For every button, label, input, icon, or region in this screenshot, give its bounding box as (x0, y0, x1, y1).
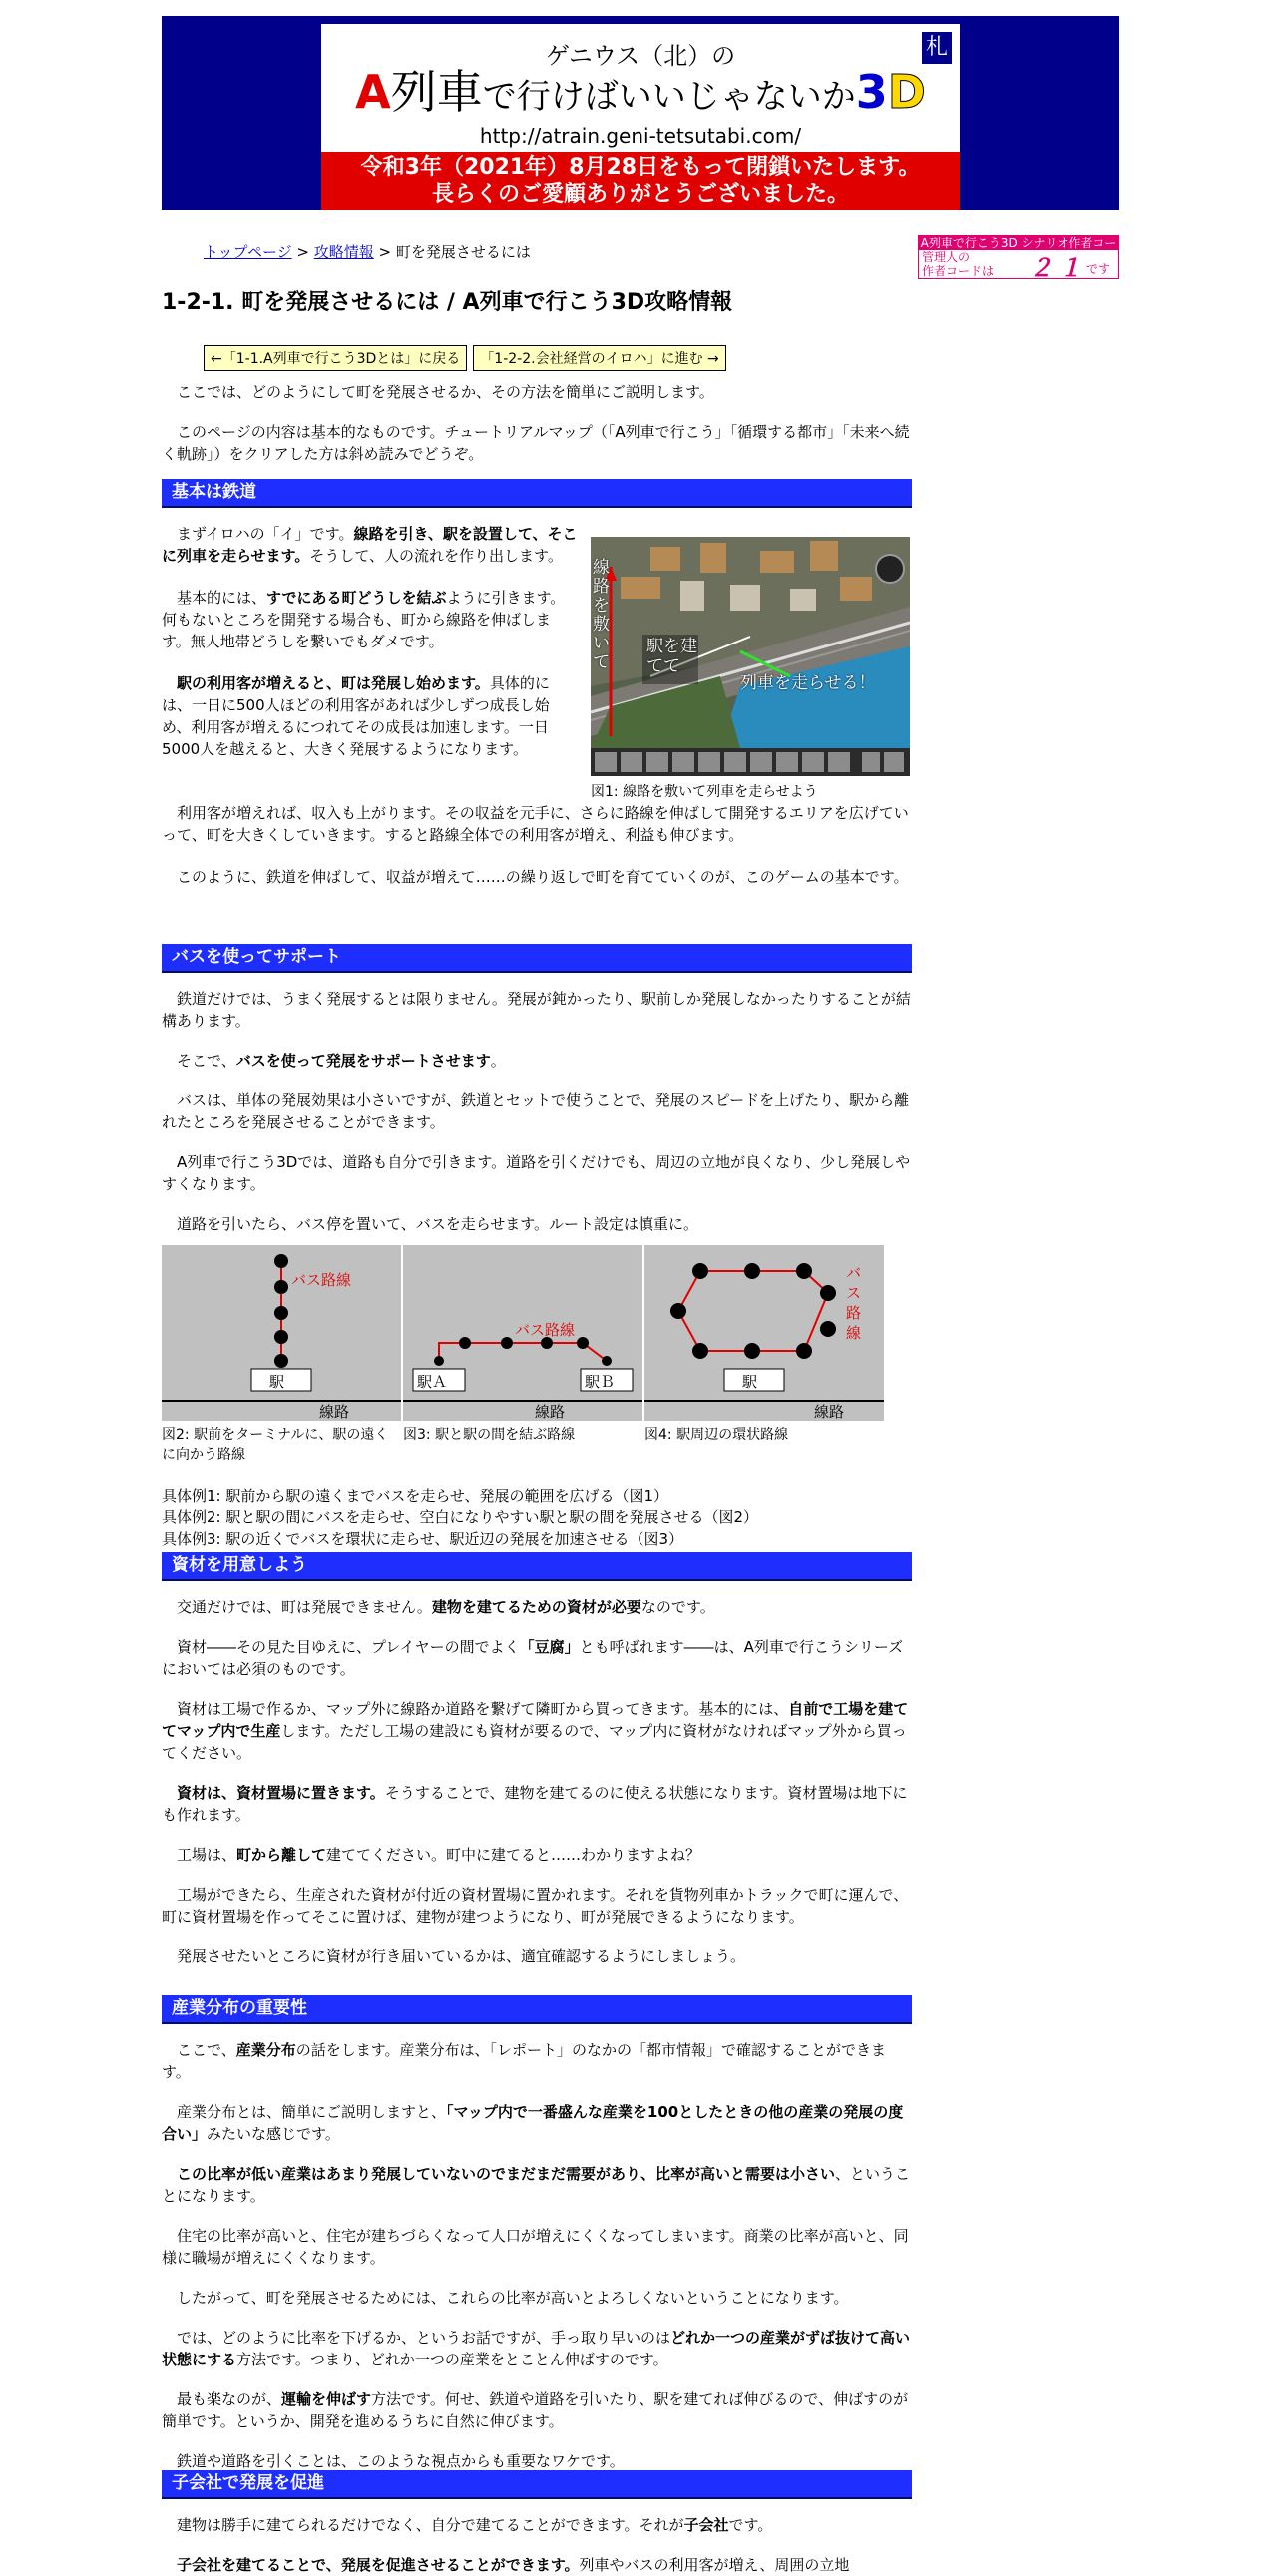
banner-logo (321, 24, 960, 208)
paragraph: 最も楽なのが、運輸を伸ばす方法です。何せ、鉄道や道路を引いたり、駅を建てれば伸びるので、伸ばすのが簡単です。というか、開発を進めるうちに自然に伸びます。 (162, 2390, 909, 2430)
station-label: 駅 (742, 1373, 758, 1391)
breadcrumb-guide-link[interactable]: 攻略情報 (313, 243, 374, 261)
section-heading-railway: 基本は鉄道 (162, 479, 912, 508)
paragraph: 鉄道だけでは、うまく発展するとは限りません。発展が鈍かったり、駅前しか発展しなかったりすることが結構あります。 (162, 990, 911, 1030)
section-industry-body (162, 2039, 912, 2472)
breadcrumb-current: 町を発展させるには (395, 243, 531, 261)
paragraph: このように、鉄道を伸ばして、収益が増えて……の繰り返しで町を育てていくのが、このゲームの基本です。 (177, 868, 909, 886)
intro (162, 381, 912, 465)
section-heading-bus: バスを使ってサポート (162, 944, 912, 973)
figure-1-label-station: 駅を建てて (646, 637, 697, 676)
example-2: 具体例2: 駅と駅の間にバスを走らせ、空白になりやすい駅と駅の間を発展させる（図2） (162, 1508, 759, 1526)
figure-4-diagram (644, 1245, 884, 1421)
station-b-label: 駅Ｂ (585, 1373, 616, 1391)
page (162, 16, 1119, 2574)
rail-label: 線路 (535, 1403, 566, 1421)
figure-2-caption: 図2: 駅前をターミナルに、駅の遠くに向かう路線 (162, 1427, 389, 1463)
badge-code: ２１ (1029, 254, 1088, 282)
figure-1-caption: 図1: 線路を敷いて列車を走らせよう (591, 784, 818, 800)
badge-suffix: です (1085, 262, 1110, 276)
closing-notice (321, 152, 960, 210)
rail-label: 線路 (814, 1403, 845, 1421)
badge-label (922, 250, 994, 278)
paragraph: まずイロハの「イ」です。線路を引き、駅を設置して、そこに列車を走らせます。そうして、人の流れを作り出します。 (162, 525, 578, 565)
example-1: 具体例1: 駅前から駅の遠くまでバスを走らせ、発展の範囲を広げる（図1） (162, 1487, 669, 1504)
figure-1-label-train: 列車を走らせる！ (740, 673, 876, 693)
station-a-label: 駅Ａ (417, 1373, 448, 1391)
station-label: 駅 (269, 1373, 285, 1391)
paragraph: 資材は、資材置場に置きます。そうすることで、建物を建てるのに使える状態になります。資材置場は地下にも作れます。 (162, 1784, 908, 1824)
breadcrumb-top-link[interactable]: トップページ (204, 243, 292, 261)
badge-top: A列車で行こう3D シナリオ作者コード (920, 236, 1117, 264)
paragraph: 交通だけでは、町は発展できません。建物を建てるための資材が必要なのです。 (177, 1598, 715, 1616)
figure-3-caption: 図3: 駅と駅の間を結ぶ路線 (403, 1427, 576, 1443)
banner-title (321, 64, 960, 125)
paragraph: 発展させたいところに資材が行き届いているかは、適宜確認するようにしましょう。 (177, 1947, 746, 1965)
paragraph: この比率が低い産業はあまり発展していないのでまだまだ需要があり、比率が高いと需要は小さい、ということになります。 (162, 2165, 911, 2205)
intro-paragraph: ここでは、どのようにして町を発展させるか、その方法を簡単にご説明します。 (177, 383, 714, 401)
paragraph: そこで、バスを使って発展をサポートさせます。 (177, 1052, 506, 1070)
bus-route-label: バス路線 (291, 1271, 352, 1289)
title-mid: 列車 (390, 65, 483, 119)
paragraph: 住宅の比率が高いと、住宅が建ちづらくなって人口が増えにくくなってしまいます。商業の比率が高いと、同様に職場が増えにくくなります。 (162, 2227, 909, 2267)
paragraph: したがって、町を発展させるためには、これらの比率が高いとよろしくないということになります。 (177, 2289, 849, 2307)
figure-1-image (591, 537, 910, 776)
paragraph: 工場ができたら、生産された資材が付近の資材置場に置かれます。それを貨物列車かトラックで町に運んで、町に資材置場を作ってそこに置けば、建物が建つようになり、町が発展できるようになります。 (162, 1886, 909, 1926)
next-page-button[interactable]: 「1-2-2.会社経営のイロハ」に進む → (473, 345, 725, 371)
paragraph: ここで、産業分布の話をします。産業分布は、「レポート」のなかの「都市情報」で確認することができます。 (162, 2041, 887, 2081)
figure-3-diagram (403, 1245, 642, 1421)
section-heading-subsidiary: 子会社で発展を促進 (162, 2470, 912, 2499)
paragraph: 利用客が増えれば、収入も上がります。その収益を元手に、さらに路線を伸ばして開発するエリアを広げていって、町を大きくしていきます。すると路線全体での利用客が増え、利益も伸びます。 (162, 804, 909, 844)
section-materials-body (162, 1596, 912, 1967)
paragraph: 工場は、町から離して建ててください。町中に建てると……わかりますよね？ (177, 1846, 701, 1864)
breadcrumb-sep: > (291, 243, 314, 261)
bus-route-label: バス路線 (515, 1321, 576, 1339)
paragraph: 資材――その見た目ゆえに、プレイヤーの間でよく「豆腐」とも呼ばれます――は、A列車で行こうシリーズにおいては必須のものです。 (162, 1638, 904, 1678)
paragraph: では、どのように比率を下げるか、というお話ですが、手っ取り早いのはどれか一つの産業がずば抜けて高い状態にする方法です。つまり、どれか一つの産業をとことん伸ばすのです。 (162, 2329, 911, 2368)
figure-2-diagram (162, 1245, 401, 1421)
example-3: 具体例3: 駅の近くでバスを環状に走らせ、駅近辺の発展を加速させる（図3） (162, 1530, 684, 1548)
page-nav (204, 345, 732, 371)
badge-line2: 作者コードは (922, 264, 995, 278)
paragraph: 鉄道や道路を引くことは、このような視点からも重要なワケです。 (177, 2452, 625, 2470)
section-heading-materials: 資材を用意しよう (162, 1552, 912, 1581)
intro-paragraph: このページの内容は基本的なものです。チュートリアルマップ（「A列車で行こう」「循環する都市」「未来へ続く軌跡」）をクリアした方は斜め読みでどうぞ。 (162, 423, 910, 463)
section-subsidiary-body (162, 2514, 912, 2576)
figure-1-label-rail: 線路を敷いて (593, 558, 610, 672)
paragraph: A列車で行こう3Dでは、道路も自分で引きます。道路を引くだけでも、周辺の立地が良くなり、少し発展しやすくなります。 (162, 1153, 911, 1193)
title-d: D (887, 65, 926, 119)
paragraph: 建物は勝手に建てられるだけでなく、自分で建てることができます。それが子会社です。 (177, 2516, 773, 2534)
badge-line1: 管理人の (922, 250, 971, 264)
figure-4-caption: 図4: 駅周辺の環状路線 (644, 1427, 789, 1443)
banner-subtitle: ゲニウス（北）の (545, 42, 736, 70)
paragraph: 資材は工場で作るか、マップ外に線路か道路を繋げて隣町から買ってきます。基本的には、自前で工場を建ててマップ内で生産します。ただし工場の建設にも資材が要るので、マップ内に資材がなければマップ外から買ってください。 (162, 1700, 909, 1762)
closing-line-2: 長らくのご愛顧ありがとうございました。 (431, 182, 849, 207)
bus-examples (162, 1485, 920, 1550)
title-3: 3 (855, 65, 888, 119)
page-title: 1-2-1. 町を発展させるには / A列車で行こう3D攻略情報 (162, 290, 733, 315)
title-rest: で行けばいいじゃないか (482, 77, 856, 117)
paragraph: バスは、単体の発展効果は小さいですが、鉄道とセットで使うことで、発展のスピードを上げたり、駅から離れたところを発展させることができます。 (162, 1091, 910, 1131)
title-a: A (355, 65, 391, 119)
paragraph: 子会社を建てることで、発展を促進させることができます。列車やバスの利用客が増え、周囲の立地 (177, 2556, 850, 2574)
paragraph: 産業分布とは、簡単にご説明しますと、「マップ内で一番盛んな産業を100としたときの他の産業の発展の度合い」みたいな感じです。 (162, 2103, 904, 2143)
paragraph: 駅の利用客が増えると、町は発展し始めます。具体的には、一日に500人ほどの利用客があれば少しずつ成長し始め、利用客が増えるにつれてその成長は加速します。一日5000人を越えると、大きく発展するようになります。 (162, 674, 550, 758)
prev-page-button[interactable]: ←「1-1.A列車で行こう3Dとは」に戻る (204, 345, 467, 371)
breadcrumb (204, 241, 531, 262)
section-heading-industry: 産業分布の重要性 (162, 1995, 912, 2024)
breadcrumb-sep: > (373, 243, 396, 261)
author-code-badge[interactable] (918, 235, 1119, 282)
rail-label: 線路 (319, 1403, 350, 1421)
banner-url: http://atrain.geni-tetsutabi.com/ (479, 124, 802, 148)
site-banner[interactable] (162, 16, 1119, 210)
section-railway-body (162, 523, 579, 760)
closing-line-1: 令和3年（2021年）8月28日をもって閉鎖いたします。 (360, 155, 921, 180)
seal-icon: 札 (922, 32, 952, 64)
paragraph: 道路を引いたら、バス停を置いて、バスを走らせます。ルート設定は慎重に。 (177, 1215, 699, 1233)
figure-1-screenshot (591, 537, 910, 776)
paragraph: 基本的には、すでにある町どうしを結ぶように引きます。何もないところを開発する場合も、町から線路を伸ばします。無人地帯どうしを繋いでもダメです。 (162, 589, 566, 650)
section-bus-body (162, 988, 912, 1235)
bus-route-vertical-label: バス路線 (846, 1264, 862, 1342)
section-railway-body-2 (162, 802, 912, 888)
